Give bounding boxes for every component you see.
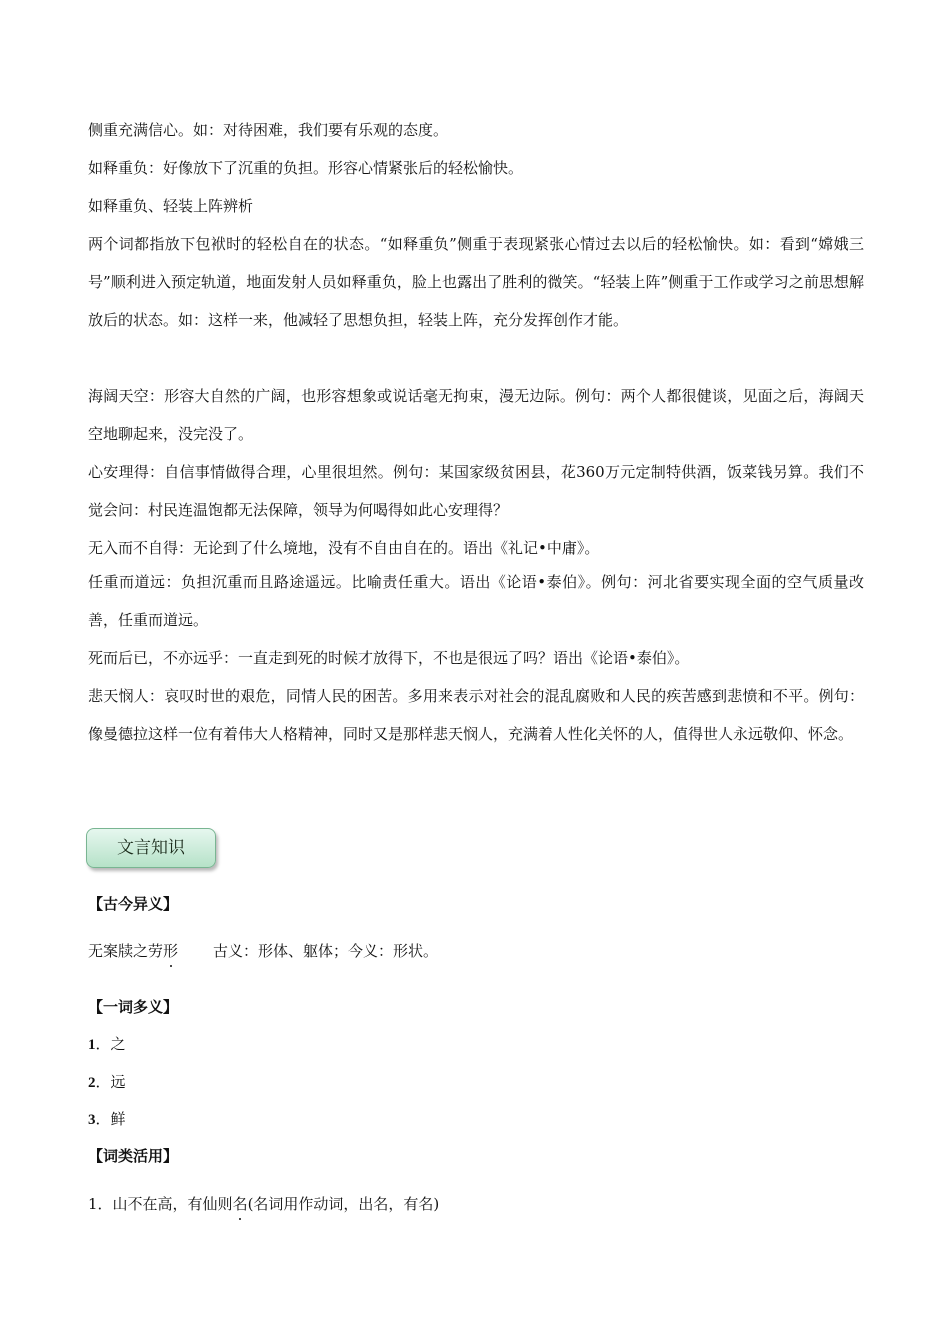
paragraph-rushi-zhongfu: 如释重负：好像放下了沉重的负担。形容心情紧张后的轻松愉快。	[88, 159, 524, 177]
item-dotted-char: 名	[232, 1195, 248, 1213]
item-text-before: ．山不在高，有仙则	[97, 1195, 233, 1213]
item-text-after: (名词用作动词，出名，有名)	[247, 1195, 440, 1213]
gujin-dotted-char: 形	[163, 942, 179, 960]
gujin-example	[88, 940, 178, 961]
paragraph-xinan-lide: 心安理得：自信事情做得合理，心里很坦然。例句：某国家级贫困县，花360万元定制特供酒，饭菜钱另算。我们不觉会问：村民连温饱都无法保障，领导为何喝得如此心安理得？	[88, 463, 864, 519]
heading-gujin-yiyi: 【古今异义】	[88, 895, 179, 913]
heading-yici-duoyi: 【一词多义】	[88, 998, 179, 1016]
heading-cilei-huoyong: 【词类活用】	[88, 1147, 179, 1165]
item-text: ．鲜	[95, 1110, 126, 1128]
paragraph-haikuo-tiankong: 海阔天空：形容大自然的广阔，也形容想象或说话毫无拘束，漫无边际。例句：两个人都很健谈，见面之后，海阔天空地聊起来，没完没了。	[88, 387, 864, 443]
item-number: 3	[88, 1112, 96, 1128]
item-number: 1	[88, 1037, 96, 1053]
item-text: ．之	[95, 1035, 126, 1053]
paragraph-sier-houyi: 死而后已，不亦远乎：一直走到死的时候才放得下，不也是很远了吗？语出《论语•泰伯》。	[88, 649, 690, 667]
item-number: 2	[88, 1075, 96, 1091]
item-number: 1	[88, 1195, 98, 1213]
list-item	[88, 1071, 126, 1092]
paragraph-optimism: 侧重充满信心。如：对待困难，我们要有乐观的态度。	[88, 121, 449, 139]
list-item	[88, 1108, 126, 1129]
list-item	[88, 1193, 439, 1214]
section-button-wenyan: 文言知识	[86, 828, 216, 868]
gujin-note: 古义：形体、躯体；今义：形状。	[213, 942, 439, 960]
paragraph-bianxi-body: 两个词都指放下包袱时的轻松自在的状态。“如释重负”侧重于表现紧张心情过去以后的轻松愉快。如：看到“嫦娥三号”顺利进入预定轨道，地面发射人员如释重负，脸上也露出了胜利的微笑。“轻装上阵”侧重于工作或学习之前思想解放后的状态。如：这样一来，他减轻了思想负担，轻装上阵，充分发挥创作才能。	[88, 235, 864, 329]
paragraph-bianxi-title: 如释重负、轻装上阵辨析	[88, 197, 254, 215]
gujin-phrase: 无案牍之劳	[88, 942, 164, 960]
paragraph-wuru-buzide: 无入而不自得：无论到了什么境地，没有不自由自在的。语出《礼记•中庸》。	[88, 539, 600, 557]
list-item	[88, 1033, 126, 1054]
item-text: ．远	[95, 1073, 126, 1091]
paragraph-renzhong-daoyuan: 任重而道远：负担沉重而且路途遥远。比喻责任重大。语出《论语•泰伯》。例句：河北省要实现全面的空气质量改善，任重而道远。	[88, 573, 864, 629]
paragraph-beitian-minren: 悲天悯人：哀叹时世的艰危，同情人民的困苦。多用来表示对社会的混乱腐败和人民的疾苦感到悲愤和不平。例句：像曼德拉这样一位有着伟大人格精神，同时又是那样悲天悯人，充满着人性化关怀的人，值得世人永远敬仰、怀念。	[88, 687, 864, 743]
